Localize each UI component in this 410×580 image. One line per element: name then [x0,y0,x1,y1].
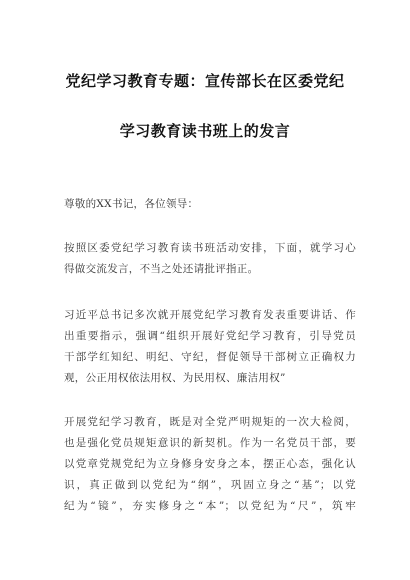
quote-paragraph [64,305,356,389]
salutation-paragraph [64,194,356,215]
paragraph-line: 识，真正做到以党纪为“纲”，巩固立身之“基”；以党 [64,479,356,491]
intro-paragraph [64,238,356,280]
paragraph-line: 也是强化党员规矩意识的新契机。作为一名党员干部，要 [64,437,356,449]
document-title-line-2: 学习教育读书班上的发言 [119,122,291,140]
paragraph-line: 出重要指示，强调“组织开展好党纪学习教育，引导党员 [64,330,356,342]
paragraph-line: 纪为“镜”，夯实修身之“本”；以党纪为“尺”，筑牢 [64,500,356,512]
paragraph-line: 尊敬的XX书记，各位领导： [64,198,199,210]
paragraph-line: 按照区委党纪学习教育读书班活动安排，下面，就学习心 [64,242,356,254]
paragraph-line: 干部学红知纪、明纪、守纪，督促领导干部树立正确权力 [64,351,356,363]
paragraph-line: 得做交流发言，不当之处还请批评指正。 [64,263,259,275]
paragraph-line: 开展党纪学习教育，既是对全党严明规矩的一次大检阅， [64,416,356,428]
body-paragraph [64,412,356,517]
document-title-line-1: 党纪学习教育专题：宣传部长在区委党纪 [65,72,345,90]
paragraph-line: 观，公正用权依法用权、为民用权、廉洁用权” [64,372,286,384]
paragraph-line: 习近平总书记多次就开展党纪学习教育发表重要讲话、作 [64,309,356,321]
paragraph-line: 以党章党规党纪为立身修身安身之本，摆正心态，强化认 [64,458,356,470]
